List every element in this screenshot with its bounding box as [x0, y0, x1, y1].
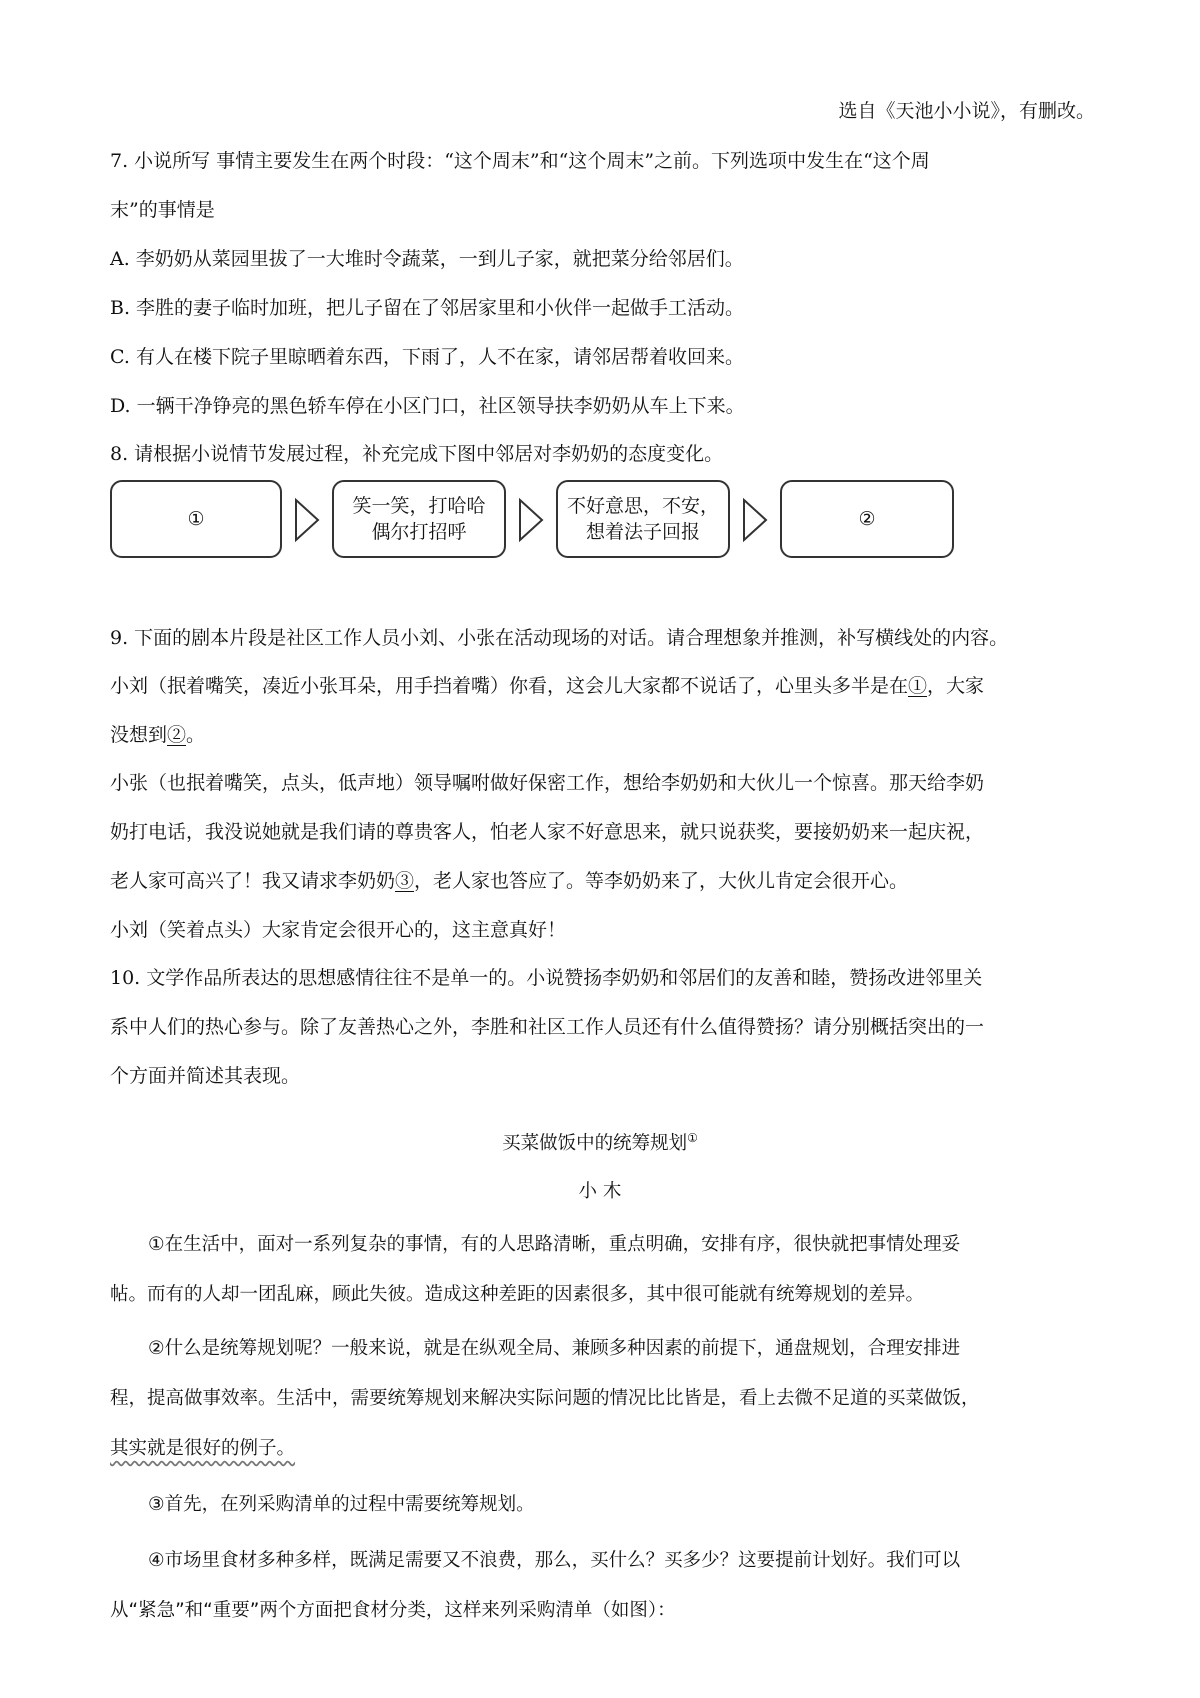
q7-option-a: A. 李奶奶从菜园里拔了一大堆时令蔬菜，一到儿子家，就把菜分给邻居们。	[110, 248, 744, 270]
blank-2: ②	[167, 724, 187, 746]
paragraph-3: ③首先，在列采购清单的过程中需要统筹规划。	[148, 1494, 535, 1515]
article-title-note: ①	[687, 1131, 698, 1145]
q7-stem-line2: 末”的事情是	[110, 199, 215, 221]
article-title-text: 买菜做饭中的统筹规划	[502, 1133, 688, 1155]
q9-stem: 9. 下面的剧本片段是社区工作人员小刘、小张在活动现场的对话。请合理想象并推测，补写横线处的内容。	[110, 627, 1009, 649]
q9-line1-tail: ，大家	[927, 675, 985, 697]
flow-box-2	[332, 480, 506, 558]
q9-line6: 小刘（笑着点头）大家肯定会很开心的，这主意真好！	[110, 919, 567, 941]
q9-line1	[110, 671, 1100, 701]
q9-line1-text: 小刘（抿着嘴笑，凑近小张耳朵，用手挡着嘴）你看，这会儿大家都不说话了，心里头多半是在	[110, 675, 909, 697]
flow-box-3-line1: 不好意思，不安，	[566, 495, 719, 517]
paragraph-2-line1: ②什么是统筹规划呢？一般来说，就是在纵观全局、兼顾多种因素的前提下，通盘规划，合理安排进	[148, 1338, 961, 1359]
q9-line2-tail: 。	[186, 724, 206, 746]
flow-arrow-icon	[294, 498, 320, 542]
wavy-underlined-text: 其实就是很好的例子。	[110, 1438, 296, 1459]
flow-box-1	[110, 480, 282, 558]
q9-line5-text: 老人家可高兴了！我又请求李奶奶	[110, 870, 396, 892]
flow-arrow-icon	[742, 498, 768, 542]
article-author: 小 木	[578, 1181, 622, 1202]
q7-option-b: B. 李胜的妻子临时加班，把儿子留在了邻居家里和小伙伴一起做手工活动。	[110, 297, 745, 319]
flow-box-2-line1: 笑一笑，打哈哈	[352, 495, 486, 517]
q10-line1: 10. 文学作品所表达的思想感情往往不是单一的。小说赞扬李奶奶和邻居们的友善和睦，赞扬改进邻里关	[110, 967, 983, 989]
q9-line2	[110, 720, 1100, 750]
flow-box-3-line2: 想着法子回报	[585, 521, 700, 543]
q7-stem-line1: 7. 小说所写 事情主要发生在两个时段：“这个周末”和“这个周末”之前。下列选项中发生在“这个周	[110, 150, 930, 172]
q7-option-c: C. 有人在楼下院子里晾晒着东西，下雨了，人不在家，请邻居帮着收回来。	[110, 346, 744, 368]
q9-line3: 小张（也抿着嘴笑，点头，低声地）领导嘱咐做好保密工作，想给李奶奶和大伙儿一个惊喜。那天给李奶	[110, 772, 985, 794]
paragraph-2-line2: 程，提高做事效率。生活中，需要统筹规划来解决实际问题的情况比比皆是，看上去微不足道的买菜做饭，	[110, 1388, 980, 1409]
q7-option-d: D. 一辆干净铮亮的黑色轿车停在小区门口，社区领导扶李奶奶从车上下来。	[110, 395, 745, 417]
article-title	[0, 1123, 1200, 1159]
paragraph-4-line2: 从“紧急”和“重要”两个方面把食材分类，这样来列采购清单（如图）：	[110, 1600, 676, 1621]
source-line: 选自《天池小小说》，有删改。	[838, 100, 1095, 122]
paragraph-2-line3	[110, 1434, 1100, 1464]
paragraph-4-line1: ④市场里食材多种多样，既满足需要又不浪费，那么，买什么？买多少？这要提前计划好。我们可以	[148, 1550, 961, 1571]
q9-line4: 奶打电话，我没说她就是我们请的尊贵客人，怕老人家不好意思来，就只说获奖，要接奶奶来一起庆祝，	[110, 821, 985, 843]
q10-line3: 个方面并简述其表现。	[110, 1065, 301, 1087]
flow-box-3	[556, 480, 730, 558]
flow-box-2-line2: 偶尔打招呼	[371, 521, 467, 543]
q10-line2: 系中人们的热心参与。除了友善热心之外，李胜和社区工作人员还有什么值得赞扬？请分别概括突出的一	[110, 1016, 985, 1038]
paragraph-1-line1: ①在生活中，面对一系列复杂的事情，有的人思路清晰，重点明确，安排有序，很快就把事情处理妥	[148, 1234, 961, 1255]
flow-box-4-text: ②	[858, 508, 876, 530]
blank-3: ③	[395, 870, 415, 892]
q9-line2-text: 没想到	[110, 724, 168, 746]
blank-1: ①	[908, 675, 928, 697]
flow-arrow-icon	[518, 498, 544, 542]
paragraph-1-line2: 帖。而有的人却一团乱麻，顾此失彼。造成这种差距的因素很多，其中很可能就有统筹规划的差异。	[110, 1284, 925, 1305]
q9-line5	[110, 866, 1100, 896]
attitude-flow-diagram	[110, 480, 960, 562]
q9-line5-tail: ，老人家也答应了。等李奶奶来了，大伙儿肯定会很开心。	[414, 870, 909, 892]
q8-stem: 8. 请根据小说情节发展过程，补充完成下图中邻居对李奶奶的态度变化。	[110, 443, 724, 465]
flow-box-1-text: ①	[187, 508, 205, 530]
flow-box-4	[780, 480, 954, 558]
